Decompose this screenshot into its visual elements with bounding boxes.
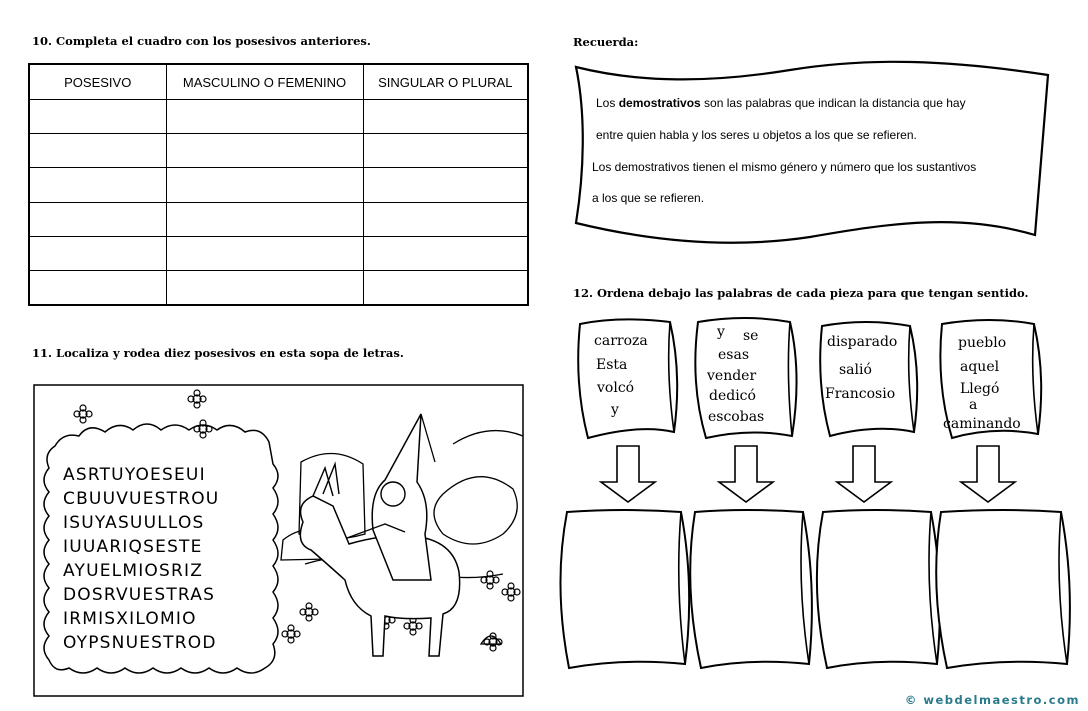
soup-row: AYUELMIOSRIZ	[63, 561, 204, 581]
answer-scroll-4	[936, 510, 1070, 668]
soup-row: ASRTUYOESEUI	[63, 465, 206, 485]
possessives-table	[28, 63, 529, 306]
column-header-posesivo: POSESIVO	[29, 64, 166, 100]
piece-2-word: y	[717, 324, 725, 340]
recuerda-line-4: a los que se refieren.	[592, 191, 705, 205]
piece-4-word: pueblo	[958, 335, 1007, 351]
soup-row: IUUARIQSESTE	[63, 537, 203, 557]
piece-3-word: disparado	[827, 334, 898, 350]
soup-row: IRMISXILOMIO	[63, 609, 197, 629]
piece-4-word: aquel	[960, 359, 1000, 375]
down-arrow-icon	[837, 446, 891, 502]
table-cell[interactable]	[363, 236, 528, 270]
down-arrows	[595, 444, 1035, 506]
table-cell[interactable]	[29, 270, 166, 305]
answer-scroll-1	[560, 510, 689, 668]
soup-row: DOSRVUESTRAS	[63, 585, 216, 605]
recuerda-banner	[570, 55, 1050, 245]
table-row	[29, 100, 528, 134]
piece-2-word: vender	[707, 368, 757, 384]
table-cell[interactable]	[29, 168, 166, 202]
piece-4-word: a	[969, 397, 978, 413]
table-cell[interactable]	[363, 100, 528, 134]
piece-1-word: carroza	[594, 333, 648, 349]
section-10-heading: 10. Completa el cuadro con los posesivos anteriores.	[32, 34, 371, 48]
section-11-heading: 11. Localiza y rodea diez posesivos en esta sopa de letras.	[32, 346, 404, 360]
section-12-heading: 12. Ordena debajo las palabras de cada pieza para que tengan sentido.	[573, 286, 1029, 300]
down-arrow-icon	[961, 446, 1015, 502]
piece-2-word: se	[743, 328, 759, 344]
table-row	[29, 134, 528, 168]
answer-scroll-3	[817, 510, 940, 668]
piece-2-word: dedicó	[709, 388, 756, 404]
down-arrow-icon	[719, 446, 773, 502]
table-cell[interactable]	[166, 270, 363, 305]
column-header-singular-plural: SINGULAR O PLURAL	[363, 64, 528, 100]
recuerda-line-1: Los demostrativos son las palabras que indican la distancia que hay	[596, 96, 966, 110]
piece-3-word: salió	[839, 362, 872, 378]
table-cell[interactable]	[29, 202, 166, 236]
soup-row: OYPSNUESTROD	[63, 633, 217, 653]
answer-scroll-2	[690, 510, 812, 668]
answer-scrolls	[555, 506, 1075, 676]
footer-credit[interactable]: © webdelmaestro.com	[904, 693, 1080, 707]
table-cell[interactable]	[166, 202, 363, 236]
table-cell[interactable]	[29, 134, 166, 168]
down-arrow-icon	[601, 446, 655, 502]
table-cell[interactable]	[166, 100, 363, 134]
piece-1-word: Esta	[596, 357, 628, 373]
piece-1-word: y	[611, 402, 619, 418]
table-row	[29, 270, 528, 305]
table-row	[29, 168, 528, 202]
table-cell[interactable]	[363, 270, 528, 305]
column-header-masculino-femenino: MASCULINO O FEMENINO	[166, 64, 363, 100]
table-cell[interactable]	[166, 236, 363, 270]
recuerda-line-2: entre quien habla y los seres u objetos a los que se refieren.	[596, 128, 917, 142]
piece-2-word: escobas	[708, 409, 765, 425]
piece-3-word: Francosio	[825, 386, 896, 402]
recuerda-heading: Recuerda:	[573, 35, 639, 49]
table-cell[interactable]	[166, 168, 363, 202]
table-cell[interactable]	[363, 202, 528, 236]
piece-2-word: esas	[718, 347, 750, 363]
piece-1-word: volcó	[597, 380, 635, 396]
soup-row: ISUYASUULLOS	[63, 513, 205, 533]
table-cell[interactable]	[29, 100, 166, 134]
table-cell[interactable]	[363, 168, 528, 202]
table-row	[29, 202, 528, 236]
soup-row: CBUUVUESTROU	[63, 489, 220, 509]
piece-4-word: Llegó	[960, 381, 1000, 397]
table-cell[interactable]	[166, 134, 363, 168]
recuerda-line-3: Los demostrativos tienen el mismo género y número que los sustantivos	[592, 160, 977, 174]
table-header-row	[29, 64, 528, 100]
piece-4-word: caminando	[943, 416, 1021, 432]
table-cell[interactable]	[29, 236, 166, 270]
table-cell[interactable]	[363, 134, 528, 168]
table-row	[29, 236, 528, 270]
